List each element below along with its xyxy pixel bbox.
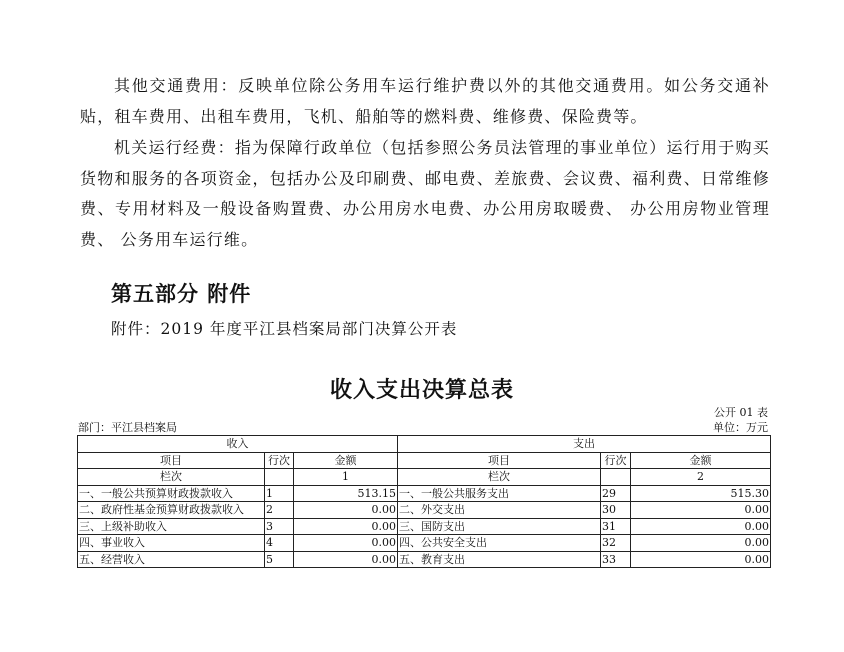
table-row [78, 485, 771, 502]
income-line: 2 [265, 502, 294, 519]
column-label-right: 栏次 [398, 469, 601, 486]
attachment-line: 附件：2019 年度平江县档案局部门决算公开表 [111, 320, 458, 338]
paragraph-office-operating-costs: 机关运行经费：指为保障行政单位（包括参照公务员法管理的事业单位）运行用于购买货物和服务的各项资金，包括办公及印刷费、邮电费、差旅费、会议费、福利费、日常维修费、专用材料及一般设备购置费、办公用房水电费、办公用房取暖费、 办公用房物业管理费、 公务用车运行维。 [80, 138, 770, 249]
column-label: 栏次 [78, 469, 265, 486]
empty-cell [265, 469, 294, 486]
department-label: 部门：平江县档案局 [78, 421, 177, 434]
table-row [78, 551, 771, 568]
expense-line: 33 [601, 551, 631, 568]
table-row [78, 518, 771, 535]
expense-amount: 0.00 [631, 535, 771, 552]
paragraph-other-transport-costs: 其他交通费用：反映单位除公务用车运行维护费以外的其他交通费用。如公务交通补贴，租车费用、出租车费用，飞机、船舶等的燃料费、维修费、保险费等。 [80, 76, 770, 126]
expense-item: 三、国防支出 [398, 518, 601, 535]
income-line: 1 [265, 485, 294, 502]
expense-amount: 0.00 [631, 518, 771, 535]
income-item: 四、事业收入 [78, 535, 265, 552]
income-amount: 513.15 [294, 485, 398, 502]
income-amount: 0.00 [294, 551, 398, 568]
table-header-row-groups [78, 436, 771, 453]
income-amount: 0.00 [294, 518, 398, 535]
table-header-row-columns [78, 452, 771, 469]
expense-item: 二、外交支出 [398, 502, 601, 519]
expense-item: 四、公共安全支出 [398, 535, 601, 552]
table-column-number-row [78, 469, 771, 486]
expense-item: 一、一般公共服务支出 [398, 485, 601, 502]
income-line: 5 [265, 551, 294, 568]
section-title: 第五部分 附件 [111, 282, 252, 306]
income-amount: 0.00 [294, 502, 398, 519]
expense-amount: 0.00 [631, 551, 771, 568]
column-number-right: 2 [631, 469, 771, 486]
income-expense-summary-table [77, 435, 771, 568]
expense-header: 支出 [398, 436, 771, 453]
income-item: 五、经营收入 [78, 551, 265, 568]
unit-label: 单位：万元 [713, 421, 768, 434]
column-header-line-right: 行次 [601, 452, 631, 469]
income-header: 收入 [78, 436, 398, 453]
table-code: 公开 01 表 [714, 406, 768, 419]
column-number-left: 1 [294, 469, 398, 486]
column-header-amount-right: 金额 [631, 452, 771, 469]
table-row [78, 535, 771, 552]
expense-line: 29 [601, 485, 631, 502]
empty-cell [601, 469, 631, 486]
table-title: 收入支出决算总表 [329, 378, 514, 403]
income-line: 4 [265, 535, 294, 552]
income-item: 二、政府性基金预算财政拨款收入 [78, 502, 265, 519]
income-line: 3 [265, 518, 294, 535]
expense-amount: 0.00 [631, 502, 771, 519]
income-item: 三、上级补助收入 [78, 518, 265, 535]
income-amount: 0.00 [294, 535, 398, 552]
expense-amount: 515.30 [631, 485, 771, 502]
table-row [78, 502, 771, 519]
expense-item: 五、教育支出 [398, 551, 601, 568]
expense-line: 32 [601, 535, 631, 552]
income-item: 一、一般公共预算财政拨款收入 [78, 485, 265, 502]
column-header-amount: 金额 [294, 452, 398, 469]
column-header-item: 项目 [78, 452, 265, 469]
expense-line: 30 [601, 502, 631, 519]
column-header-item-right: 项目 [398, 452, 601, 469]
column-header-line: 行次 [265, 452, 294, 469]
expense-line: 31 [601, 518, 631, 535]
